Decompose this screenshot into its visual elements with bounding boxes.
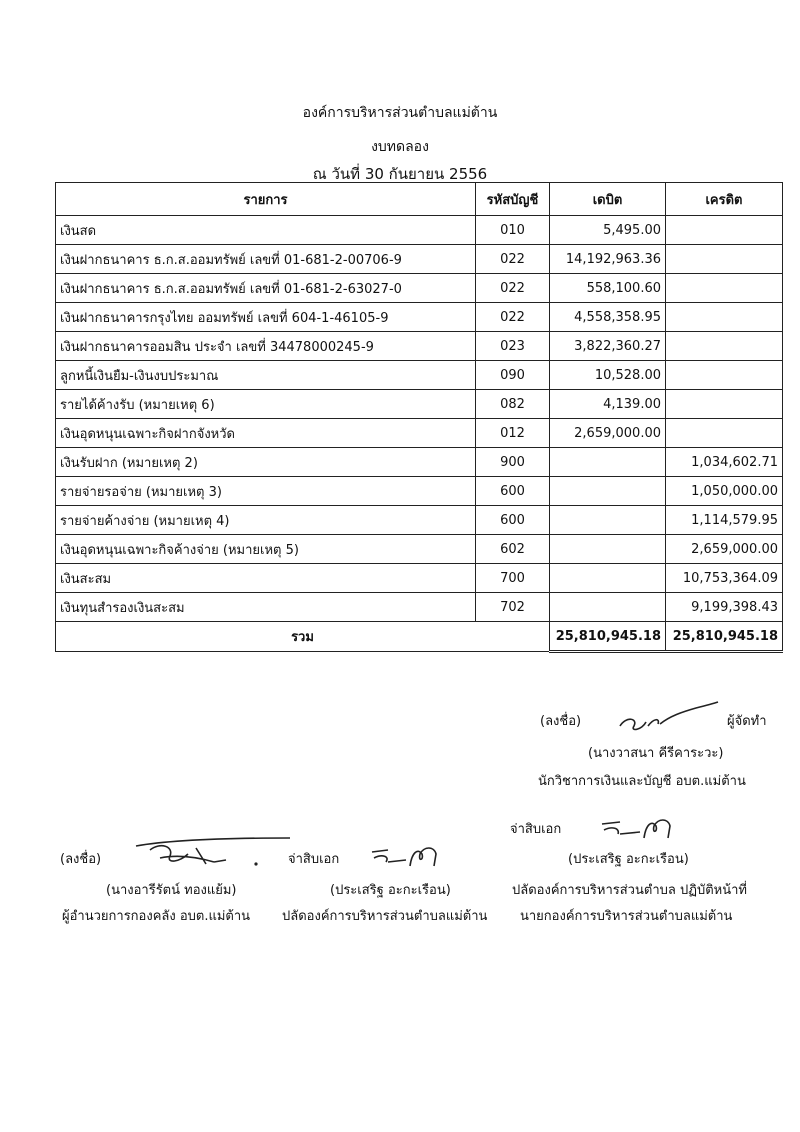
row-code: 600 — [476, 477, 550, 506]
row-credit: 1,114,579.95 — [666, 506, 783, 535]
total-credit: 25,810,945.18 — [666, 622, 783, 652]
table-row — [56, 332, 783, 361]
row-debit — [550, 593, 666, 622]
row-code: 022 — [476, 303, 550, 332]
row-credit: 9,199,398.43 — [666, 593, 783, 622]
row-debit: 4,558,358.95 — [550, 303, 666, 332]
row-debit — [550, 535, 666, 564]
preparer-position: นักวิชาการเงินและบัญชี อบต.แม่ต้าน — [538, 774, 746, 789]
row-debit: 558,100.60 — [550, 274, 666, 303]
row-item: เงินสด — [56, 216, 476, 245]
row-item: รายจ่ายรอจ่าย (หมายเหตุ 3) — [56, 477, 476, 506]
table-row — [56, 448, 783, 477]
row-credit — [666, 245, 783, 274]
row-item: ลูกหนี้เงินยืม-เงินงบประมาณ — [56, 361, 476, 390]
column-header-debit: เดบิต — [550, 183, 666, 216]
reviewer-top-position-2: นายกองค์การบริหารส่วนตำบลแม่ต้าน — [520, 909, 733, 924]
row-debit — [550, 448, 666, 477]
row-code: 600 — [476, 506, 550, 535]
org-name: องค์การบริหารส่วนตำบลแม่ต้าน — [302, 105, 498, 121]
finance-head-sign-label: (ลงชื่อ) — [60, 852, 102, 867]
reviewer-mid-name: (ประเสริฐ อะกะเรือน) — [330, 883, 451, 898]
table-row — [56, 390, 783, 419]
row-code: 010 — [476, 216, 550, 245]
reviewer-mid-position: ปลัดองค์การบริหารส่วนตำบลแม่ต้าน — [282, 909, 488, 924]
row-credit: 10,753,364.09 — [666, 564, 783, 593]
table-row — [56, 274, 783, 303]
finance-head-signature — [130, 828, 295, 868]
table-row — [56, 593, 783, 622]
total-debit: 25,810,945.18 — [550, 622, 666, 652]
reviewer-top-position: ปลัดองค์การบริหารส่วนตำบล ปฏิบัติหน้าที่ — [512, 883, 747, 898]
row-item: เงินฝากธนาคาร ธ.ก.ส.ออมทรัพย์ เลขที่ 01-681-2-63027-0 — [56, 274, 476, 303]
row-credit — [666, 216, 783, 245]
row-item: เงินฝากธนาคาร ธ.ก.ส.ออมทรัพย์ เลขที่ 01-681-2-00706-9 — [56, 245, 476, 274]
table-row — [56, 216, 783, 245]
row-item: เงินฝากธนาคารกรุงไทย ออมทรัพย์ เลขที่ 604-1-46105-9 — [56, 303, 476, 332]
row-code: 602 — [476, 535, 550, 564]
table-row — [56, 477, 783, 506]
row-code: 900 — [476, 448, 550, 477]
table-header-row — [56, 183, 783, 216]
row-debit: 14,192,963.36 — [550, 245, 666, 274]
row-credit — [666, 390, 783, 419]
row-item: เงินทุนสำรองเงินสะสม — [56, 593, 476, 622]
row-debit: 3,822,360.27 — [550, 332, 666, 361]
row-code: 012 — [476, 419, 550, 448]
row-code: 023 — [476, 332, 550, 361]
row-debit: 2,659,000.00 — [550, 419, 666, 448]
row-credit: 2,659,000.00 — [666, 535, 783, 564]
row-code: 700 — [476, 564, 550, 593]
column-header-credit: เครดิต — [666, 183, 783, 216]
report-title: งบทดลอง — [371, 139, 429, 155]
row-item: เงินรับฝาก (หมายเหตุ 2) — [56, 448, 476, 477]
table-row — [56, 419, 783, 448]
row-item: เงินฝากธนาคารออมสิน ประจำ เลขที่ 34478000245-9 — [56, 332, 476, 361]
preparer-sign-label: (ลงชื่อ) — [540, 714, 582, 729]
total-label: รวม — [56, 622, 550, 652]
row-debit: 4,139.00 — [550, 390, 666, 419]
row-credit — [666, 361, 783, 390]
row-item: เงินอุดหนุนเฉพาะกิจค้างจ่าย (หมายเหตุ 5) — [56, 535, 476, 564]
table-row — [56, 506, 783, 535]
preparer-name: (นางวาสนา คีรีคาระวะ) — [588, 746, 724, 761]
column-header-item: รายการ — [56, 183, 476, 216]
row-item: รายจ่ายค้างจ่าย (หมายเหตุ 4) — [56, 506, 476, 535]
row-item: รายได้ค้างรับ (หมายเหตุ 6) — [56, 390, 476, 419]
row-debit: 5,495.00 — [550, 216, 666, 245]
row-credit — [666, 332, 783, 361]
reviewer-top-signature — [598, 812, 678, 842]
row-item: เงินสะสม — [56, 564, 476, 593]
row-code: 702 — [476, 593, 550, 622]
row-debit: 10,528.00 — [550, 361, 666, 390]
table-row — [56, 361, 783, 390]
reviewer-top-rank: จ่าสิบเอก — [510, 822, 562, 837]
row-debit — [550, 477, 666, 506]
row-credit — [666, 419, 783, 448]
reviewer-mid-signature — [366, 838, 446, 870]
reviewer-mid-rank: จ่าสิบเอก — [288, 852, 340, 867]
trial-balance-table — [55, 182, 783, 653]
column-header-code: รหัสบัญชี — [476, 183, 550, 216]
row-credit: 1,034,602.71 — [666, 448, 783, 477]
preparer-signature — [612, 700, 722, 736]
row-item: เงินอุดหนุนเฉพาะกิจฝากจังหวัด — [56, 419, 476, 448]
row-debit — [550, 564, 666, 593]
row-debit — [550, 506, 666, 535]
report-date: ณ วันที่ 30 กันยายน 2556 — [312, 165, 488, 183]
reviewer-top-name: (ประเสริฐ อะกะเรือน) — [568, 852, 689, 867]
row-code: 082 — [476, 390, 550, 419]
finance-head-position: ผู้อำนวยการกองคลัง อบต.แม่ต้าน — [62, 909, 251, 924]
table-row — [56, 245, 783, 274]
table-row — [56, 535, 783, 564]
finance-head-name: (นางอารีรัตน์ ทองแย้ม) — [106, 883, 237, 898]
row-code: 022 — [476, 245, 550, 274]
table-row — [56, 303, 783, 332]
row-code: 022 — [476, 274, 550, 303]
row-credit — [666, 274, 783, 303]
row-code: 090 — [476, 361, 550, 390]
preparer-role: ผู้จัดทำ — [727, 714, 767, 729]
table-row — [56, 564, 783, 593]
row-credit: 1,050,000.00 — [666, 477, 783, 506]
total-row — [56, 622, 783, 652]
row-credit — [666, 303, 783, 332]
